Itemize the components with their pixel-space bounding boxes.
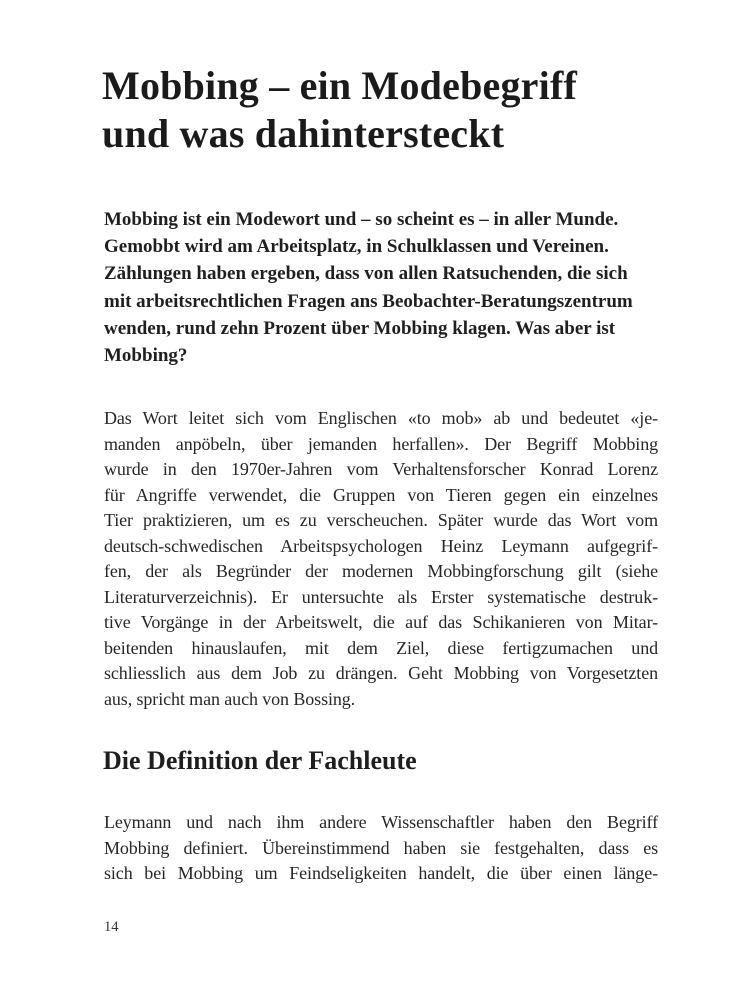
body-text-line: aus, spricht man auch von Bossing. xyxy=(104,688,356,709)
page-number: 14 xyxy=(104,919,119,935)
body-text-line: tive Vorgänge in der Arbeitswelt, die auf das Schikanieren von Mitar- xyxy=(104,612,658,632)
body-text-line: manden anpöbeln, über jemanden herfallen». Der Begriff Mobbing xyxy=(104,433,658,454)
definition-paragraph xyxy=(104,810,658,887)
body-text-line: für Angriffe verwendet, die Gruppen von Tieren gegen ein einzelnes xyxy=(104,484,658,505)
intro-paragraph xyxy=(104,406,658,712)
body-text-line: schliesslich aus dem Job zu drängen. Geht Mobbing von Vorgesetzten xyxy=(104,663,658,683)
section-heading: Die Definition der Fachleute xyxy=(103,746,417,775)
body-text-line: fen, der als Begründer der modernen Mobbingforschung gilt (siehe xyxy=(104,561,658,581)
lead-line: mit arbeitsrechtlichen Fragen ans Beobachter-Beratungszentrum xyxy=(104,290,633,312)
lead-line: wenden, rund zehn Prozent über Mobbing klagen. Was aber ist xyxy=(104,317,616,339)
body-text-line: wurde in den 1970er-Jahren vom Verhaltensforscher Konrad Lorenz xyxy=(104,459,658,479)
lead-line: Gemobbt wird am Arbeitsplatz, in Schulklassen und Vereinen. xyxy=(104,236,609,258)
body-text-line: Tier praktizieren, um es zu verscheuchen. Später wurde das Wort vom xyxy=(104,510,658,530)
lead-line: Zählungen haben ergeben, dass von allen Ratsuchenden, die sich xyxy=(104,263,628,285)
body-text-line: deutsch-schwedischen Arbeitspsychologen Heinz Leymann aufgegrif- xyxy=(104,535,658,556)
page-title-line-2: und was dahintersteckt xyxy=(102,111,505,156)
body-text-line: sich bei Mobbing um Feindseligkeiten handelt, die über einen länge- xyxy=(104,863,658,883)
lead-paragraph xyxy=(104,206,660,369)
page-title xyxy=(102,62,702,158)
body-text-line: Leymann und nach ihm andere Wissenschaftler haben den Begriff xyxy=(104,812,658,832)
page-title-line-1: Mobbing – ein Modebegriff xyxy=(102,63,577,108)
body-text-line: Das Wort leitet sich vom Englischen «to mob» ab und bedeutet «je- xyxy=(104,408,658,428)
lead-line: Mobbing ist ein Modewort und – so scheint es – in aller Munde. xyxy=(104,209,619,230)
body-text-line: Mobbing definiert. Übereinstimmend haben sie festgehalten, dass es xyxy=(104,837,658,858)
body-text-line: beitenden hinauslaufen, mit dem Ziel, diese fertigzumachen und xyxy=(104,637,658,658)
lead-line: Mobbing? xyxy=(104,345,188,367)
body-text-line: Literaturverzeichnis). Er untersuchte als Erster systematische destruk- xyxy=(104,586,658,607)
